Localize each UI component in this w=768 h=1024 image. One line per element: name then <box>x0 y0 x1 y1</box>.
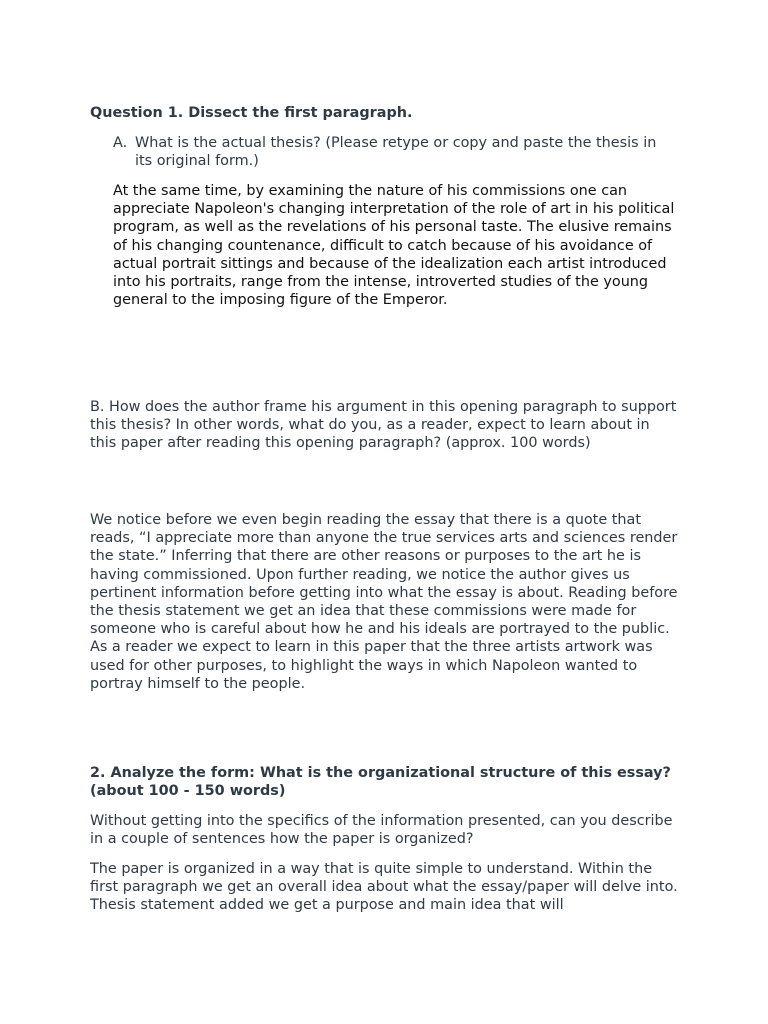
question-2-prompt: Without getting into the specifics of the information presented, can you describe in a couple of sentences how the paper is organized? <box>90 813 673 848</box>
question-2-answer: The paper is organized in a way that is quite simple to understand. Within the first paragraph we get an overall idea about what the essay/paper will delve into. Thesis statement added we get a purpose and main idea that will <box>90 861 678 914</box>
question-1a-prompt: What is the actual thesis? (Please retype or copy and paste the thesis in its original form.) <box>135 135 657 170</box>
question-1a <box>113 134 678 170</box>
question-2-title: 2. Analyze the form: What is the organizational structure of this essay? (about 100 - 150 words) <box>90 765 671 800</box>
question-1b-prompt: B. How does the author frame his argument in this opening paragraph to support this thesis? In other words, what do you, as a reader, expect to learn about in this paper after reading this opening paragraph? (approx. 100 words) <box>90 399 677 452</box>
document-page <box>90 0 678 1024</box>
question-1b-answer: We notice before we even begin reading the essay that there is a quote that reads, “I appreciate more than anyone the true services arts and sciences render the state.” Inferring that there are other reasons or purposes to the art he is having commissioned. Upon further reading, we notice the author gives us pertinent information before getting into what the essay is about. Reading before the thesis statement we get an idea that these commissions were made for someone who is careful about how he and his ideals are portrayed to the public. As a reader we expect to learn in this paper that the three artists artwork was used for other purposes, to highlight the ways in which Napoleon wanted to portray himself to the people. <box>90 512 678 692</box>
question-1a-letter: A. <box>113 135 128 151</box>
thesis-quote: At the same time, by examining the nature of his commissions one can appreciate Napoleon's changing interpretation of the role of art in his political program, as well as the revelations of his personal taste. The elusive remains of his changing countenance, difficult to catch because of his avoidance of actual portrait sittings and because of the idealization each artist introduced into his portraits, range from the intense, introverted studies of the young general to the imposing figure of the Emperor. <box>113 183 675 309</box>
question-1-title: Question 1. Dissect the first paragraph. <box>90 105 413 121</box>
